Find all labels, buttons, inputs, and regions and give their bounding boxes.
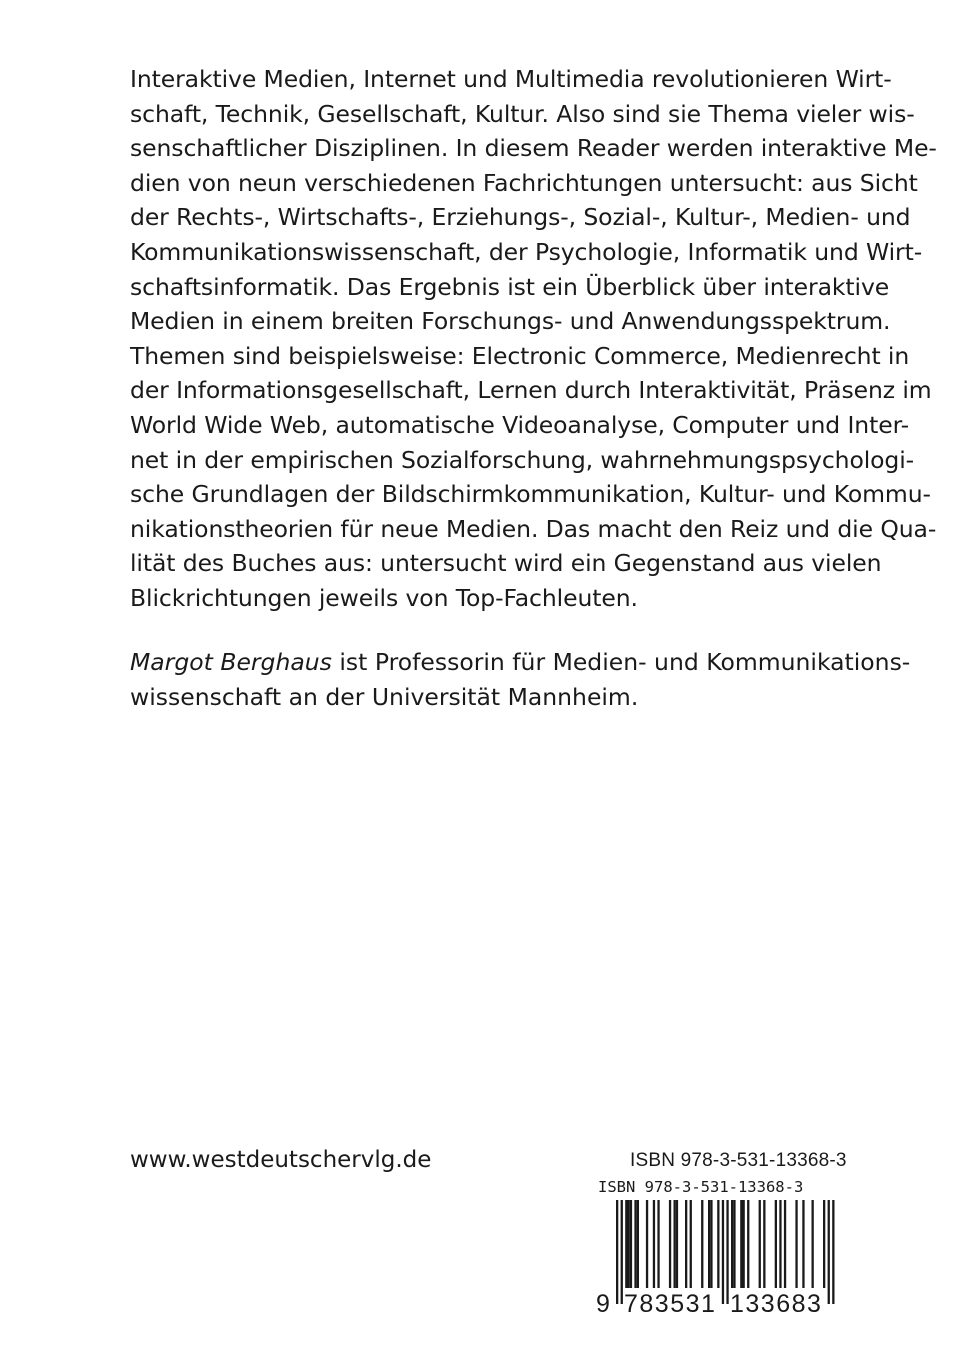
blurb-line: net in der empirischen Sozialforschung, wahrnehmungspsychologi- <box>130 445 915 474</box>
barcode-bar <box>625 1200 627 1288</box>
barcode-bar <box>722 1200 724 1304</box>
blurb-line: senschaftlicher Disziplinen. In diesem Reader werden interaktive Me- <box>130 134 937 163</box>
barcode-bar <box>669 1200 671 1288</box>
barcode-bar <box>701 1200 703 1288</box>
barcode-bar <box>674 1200 676 1288</box>
bio-line-2: wissenschaft an der Universität Mannheim. <box>130 682 639 711</box>
blurb-line: Medien in einem breiten Forschungs- und Anwendungsspektrum. <box>130 307 891 336</box>
barcode-bar <box>726 1200 728 1304</box>
barcode-bar <box>743 1200 745 1288</box>
barcode-bar <box>823 1200 825 1288</box>
isbn-label: ISBN 978-3-531-13368-3 <box>630 1150 847 1171</box>
blurb-line: nikationstheorien für neue Medien. Das macht den Reiz und die Qua- <box>130 514 937 543</box>
blurb-line: dien von neun verschiedenen Fachrichtungen untersucht: aus Sicht <box>130 168 918 197</box>
blurb-line: der Informationsgesellschaft, Lernen durch Interaktivität, Präsenz im <box>130 376 932 405</box>
barcode-bar <box>634 1200 636 1288</box>
barcode-bar <box>763 1200 765 1288</box>
barcode-bar <box>828 1200 830 1304</box>
barcode-bar <box>812 1200 814 1288</box>
barcode-right-digits: 133683 <box>730 1290 823 1318</box>
author-bio <box>130 645 911 714</box>
barcode-bar <box>628 1200 630 1288</box>
barcode-bar <box>653 1200 655 1288</box>
barcode-lead-digit: 9 <box>596 1290 610 1318</box>
author-name: Margot Berghaus <box>130 648 332 676</box>
bio-line-1-rest: ist Professorin für Medien- und Kommunikations- <box>331 648 911 676</box>
barcode-bar <box>616 1200 618 1304</box>
barcode-bar <box>802 1200 804 1288</box>
bio-line-1 <box>130 645 911 680</box>
barcode-bar <box>690 1200 692 1288</box>
barcode-bar <box>621 1200 623 1304</box>
blurb-paragraph <box>130 62 937 616</box>
barcode-left-digits: 783531 <box>624 1290 717 1318</box>
barcode-bar <box>717 1200 719 1288</box>
blurb-line: schaftsinformatik. Das Ergebnis ist ein Überblick über interaktive <box>130 272 890 301</box>
barcode-bar <box>832 1200 834 1304</box>
blurb-line: Interaktive Medien, Internet und Multimedia revolutionieren Wirt- <box>130 65 892 93</box>
blurb-line: Kommunikationswissenschaft, der Psychologie, Informatik und Wirt- <box>130 237 923 266</box>
barcode-bar <box>747 1200 749 1288</box>
barcode-bar <box>676 1200 678 1288</box>
barcode-bar <box>731 1200 733 1288</box>
barcode-bar <box>733 1200 735 1288</box>
barcode-graphic <box>590 1172 850 1320</box>
barcode-bar <box>710 1200 712 1288</box>
blurb-line: Blickrichtungen jeweils von Top-Fachleuten. <box>130 583 638 612</box>
barcode-bar <box>685 1200 687 1288</box>
barcode-bar <box>779 1200 781 1288</box>
publisher-url[interactable]: www.westdeutschervlg.de <box>130 1147 432 1173</box>
barcode-bar <box>708 1200 710 1288</box>
barcode-bar <box>646 1200 648 1288</box>
blurb-line: lität des Buches aus: untersucht wird ein Gegenstand aus vielen <box>130 549 882 578</box>
barcode-bar <box>637 1200 639 1288</box>
blurb-line: der Rechts-, Wirtschafts-, Erziehungs-, Sozial-, Kultur-, Medien- und <box>130 203 911 232</box>
barcode-bar <box>775 1200 777 1288</box>
isbn-barcode <box>590 1172 850 1320</box>
blurb-line: sche Grundlagen der Bildschirmkommunikation, Kultur- und Kommu- <box>130 480 931 509</box>
barcode-bar <box>759 1200 761 1288</box>
barcode-bar <box>784 1200 786 1288</box>
barcode-bars <box>616 1200 835 1304</box>
barcode-bar <box>795 1200 797 1288</box>
barcode-bar <box>740 1200 742 1288</box>
barcode-top-text: ISBN 978-3-531-13368-3 <box>598 1178 804 1196</box>
blurb-line: Themen sind beispielsweise: Electronic Commerce, Medienrecht in <box>130 341 910 370</box>
barcode-bar <box>657 1200 659 1288</box>
blurb-line: schaft, Technik, Gesellschaft, Kultur. Also sind sie Thema vieler wis- <box>130 99 915 128</box>
barcode-bar <box>630 1200 632 1288</box>
blurb-line: World Wide Web, automatische Videoanalyse, Computer und Inter- <box>130 410 910 439</box>
